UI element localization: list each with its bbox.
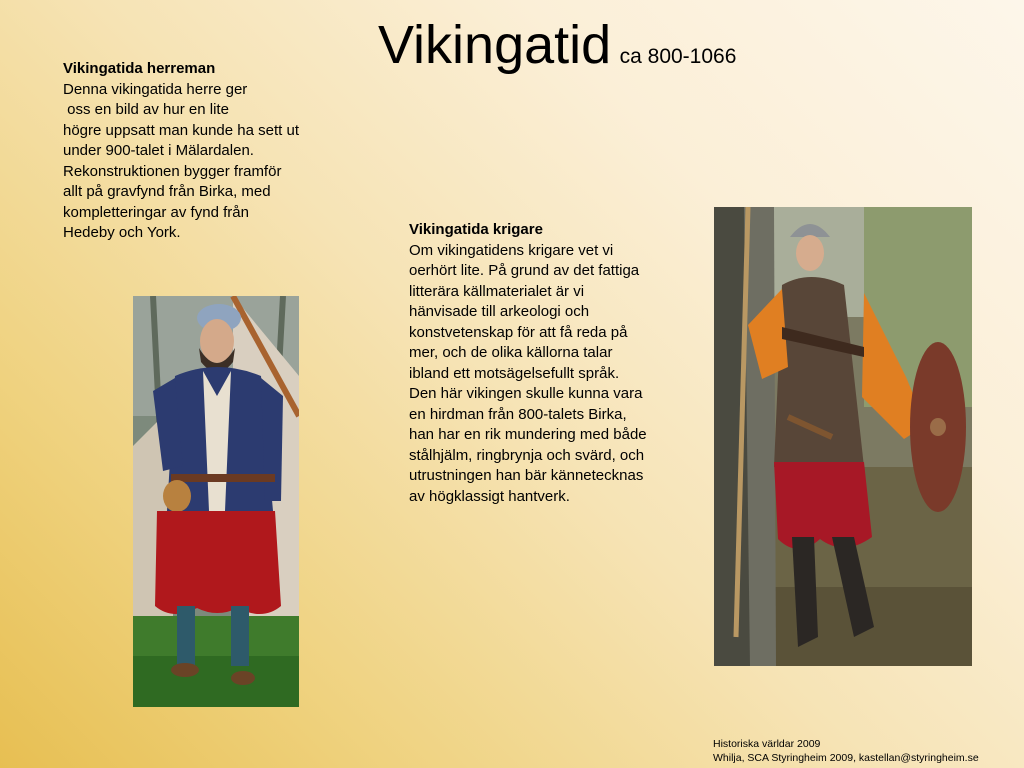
herreman-description xyxy=(63,59,299,244)
krigare-line: Den här vikingen skulle kunna vara xyxy=(409,385,643,402)
herreman-line: kompletteringar av fynd från xyxy=(63,203,249,221)
herreman-line: under 900-talet i Mälardalen. xyxy=(63,142,254,159)
herreman-heading: Vikingatida herreman xyxy=(63,60,216,77)
krigare-line: ibland ett motsägelsefullt språk. xyxy=(409,364,620,382)
slide-title: Vikingatid xyxy=(378,15,612,75)
footer-line-2: Whilja, SCA Styringheim 2009, kastellan@styringheim.se xyxy=(713,752,979,764)
herreman-line: allt på gravfynd från Birka, med xyxy=(63,183,271,200)
krigare-illustration xyxy=(714,207,972,666)
krigare-line: utrustningen han bär kännetecknas xyxy=(409,467,644,484)
krigare-line: mer, och de olika källorna talar xyxy=(409,344,613,361)
krigare-heading: Vikingatida krigare xyxy=(409,221,543,238)
herreman-line: oss en bild av hur en lite xyxy=(63,101,229,118)
krigare-line: konstvetenskap för att få reda på xyxy=(409,323,628,341)
herreman-illustration xyxy=(133,296,299,707)
krigare-line: Om vikingatidens krigare vet vi xyxy=(409,241,614,259)
herreman-line: Denna vikingatida herre ger xyxy=(63,80,248,98)
slide-footer xyxy=(713,737,979,765)
herreman-line: Rekonstruktionen bygger framför xyxy=(63,162,282,180)
krigare-line: litterära källmaterialet är vi xyxy=(409,282,585,300)
footer-line-1: Historiska världar 2009 xyxy=(713,738,821,750)
krigare-line: en hirdman från 800-talets Birka, xyxy=(409,405,627,423)
krigare-line: stålhjälm, ringbrynja och svärd, och xyxy=(409,446,645,464)
herreman-line: högre uppsatt man kunde ha sett ut xyxy=(63,121,299,139)
krigare-line: hänvisade till arkeologi och xyxy=(409,303,590,320)
krigare-line: av högklassigt hantverk. xyxy=(409,487,570,505)
slide-subtitle: ca 800-1066 xyxy=(619,45,737,68)
krigare-photo xyxy=(714,207,972,666)
krigare-line: han har en rik mundering med både xyxy=(409,426,647,443)
krigare-line: oerhört lite. På grund av det fattiga xyxy=(409,262,640,279)
slide-title-group xyxy=(378,14,736,76)
herreman-photo xyxy=(133,296,299,707)
krigare-description xyxy=(409,220,647,507)
herreman-line: Hedeby och York. xyxy=(63,224,181,241)
